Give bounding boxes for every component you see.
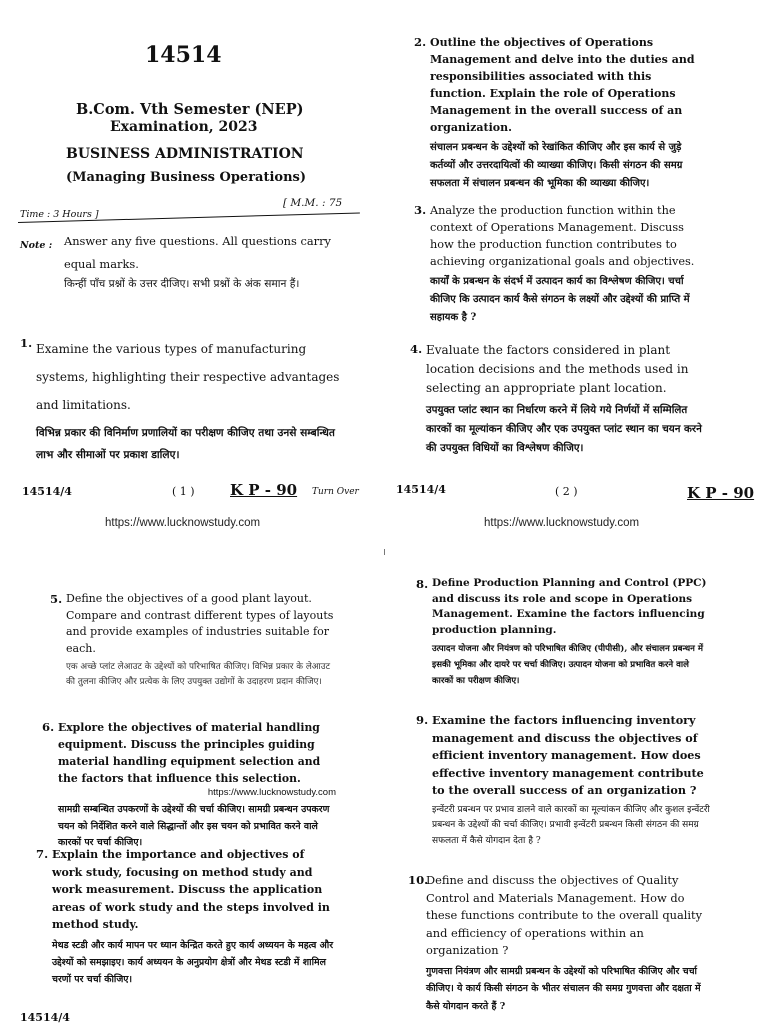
question-number: 10. [408, 873, 429, 887]
question-number: 6. [42, 720, 55, 734]
question-text-hi: सामग्री सम्बन्धित उपकरणों के उद्देश्यों की चर्चा कीजिए। सामग्री प्रबन्धन उपकरण चयन को निर्देशित करने वाले सिद्धान्तों और इस चयन को प्रभावित करने वाले कारकों पर चर्चा कीजिए। [58, 804, 330, 848]
time-label: Time : 3 Hours ] [20, 209, 99, 220]
question-text-en: Analyze the production function within the context of Operations Management. Discuss how the production function contributes to achieving organizational goals and objectives. [430, 204, 695, 268]
question-text-en: Outline the objectives of Operations Management and delve into the duties and responsibilities associated with this function. Explain the role of Operations Management in the overall success of an organization. [430, 36, 695, 134]
footer-series-code: K P - 90 [687, 484, 755, 502]
question-number: 2. [414, 35, 427, 49]
question-5 [50, 591, 336, 690]
question-text-hi: कार्यों के प्रबन्धन के संदर्भ में उत्पादन कार्य का विश्लेषण कीजिए। चर्चा कीजिए कि उत्पादन कार्य कैसे संगठन के लक्ष्यों और उद्देश्यों की प्राप्ति में सहायक है ? [430, 276, 690, 323]
question-text-hi: मेथड स्टडी और कार्य मापन पर ध्यान केन्द्रित करते हुए कार्य अध्ययन के महत्व और उद्देश्यों को समझाइए। कार्य अध्ययन के अनुप्रयोग क्षेत्रों और मेथड स्टडी में शामिल चरणों पर चर्चा कीजिए। [52, 939, 334, 985]
question-text-en: Define and discuss the objectives of Quality Control and Materials Management. How do these functions contribute to the overall quality and efficiency of operations within an organization ? [426, 873, 703, 957]
question-text-en: Examine the various types of manufacturing systems, highlighting their respective advantages and limitations. [36, 342, 340, 412]
exam-year: Examination, 2023 [110, 119, 258, 135]
question-2 [414, 34, 706, 193]
question-4 [410, 341, 714, 458]
footer-page-number: ( 1 ) [172, 485, 195, 498]
question-text-hi: एक अच्छे प्लांट लेआउट के उद्देश्यों को परिभाषित कीजिए। विभिन्न प्रकार के लेआउट की तुलना कीजिए और प्रत्येक के लिए उपयुक्त उद्योगों के उदाहरण प्रदान कीजिए। [66, 662, 331, 687]
question-text-en: Define Production Planning and Control (PPC) and discuss its role and scope in Operations Management. Examine the factors influencing production planning. [432, 577, 707, 636]
question-9 [416, 712, 710, 849]
question-text-en: Define the objectives of a good plant layout. Compare and contrast different types of layouts and provide examples of industries suitable for each. [66, 592, 334, 655]
question-10 [408, 872, 712, 1015]
footer-paper-code: 14514/4 [396, 483, 446, 496]
question-number: 4. [410, 342, 423, 356]
question-text-hi: उपयुक्त प्लांट स्थान का निर्धारण करने में लिये गये निर्णयों में सम्मिलित कारकों का मूल्यांकन कीजिए और एक उपयुक्त प्लांट स्थान का चयन करने की उपयुक्त विधियों का विश्लेषण कीजिए। [426, 404, 702, 454]
question-6 [42, 719, 336, 852]
paper-code: 14514 [145, 42, 222, 68]
question-1 [20, 335, 356, 466]
note-hindi: किन्हीं पाँच प्रश्नों के उत्तर दीजिए। सभी प्रश्नों के अंक समान हैं। [64, 278, 300, 290]
center-divider-mark [384, 549, 385, 555]
question-text-en: Examine the factors influencing inventory management and discuss the objectives of efficient inventory management. How does effective inventory management contribute to the overall success of an organization ? [432, 713, 704, 797]
question-number: 9. [416, 713, 429, 727]
question-number: 1. [20, 336, 33, 350]
question-number: 7. [36, 847, 49, 861]
footer-paper-code: 14514/4 [22, 485, 72, 498]
question-8 [416, 576, 708, 689]
question-3 [414, 202, 706, 327]
subject-title: BUSINESS ADMINISTRATION [66, 146, 304, 162]
question-text-hi: उत्पादन योजना और नियंत्रण को परिभाषित कीजिए (पीपीसी), और संचालन प्रबन्धन में इसकी भूमिका और दायरे पर चर्चा कीजिए। उत्पादन योजना को प्रभावित करने वाले कारकों का परीक्षण कीजिए। [432, 644, 704, 686]
question-text-en: Explore the objectives of material handling equipment. Discuss the principles guiding material handling equipment selection and the factors that influence this selection. [58, 721, 321, 785]
question-number: 3. [414, 203, 427, 217]
question-number: 8. [416, 577, 429, 591]
footer-page-number: ( 2 ) [555, 485, 578, 498]
course-title: B.Com. Vth Semester (NEP) [76, 101, 304, 118]
question-number: 5. [50, 592, 63, 606]
source-url[interactable]: https://www.lucknowstudy.com [484, 517, 640, 529]
question-text-hi: संचालन प्रबन्धन के उद्देश्यों को रेखांकित कीजिए और इस कार्य से जुड़े कर्तव्यों और उत्तरदायित्वों की व्याख्या कीजिए। किसी संगठन की समग्र सफलता में संचालन प्रबन्धन की भूमिका की व्याख्या कीजिए। [430, 142, 683, 189]
max-marks: [ M.M. : 75 [283, 197, 343, 209]
question-text-hi: गुणवत्ता नियंत्रण और सामग्री प्रबन्धन के उद्देश्यों को परिभाषित कीजिए और चर्चा कीजिए। ये कार्य किसी संगठन के भीतर संचालन की समग्र गुणवत्ता और दक्षता में कैसे योगदान करते हैं ? [426, 965, 701, 1012]
footer-series-code: K P - 90 [230, 481, 298, 499]
question-text-hi: इन्वेंटरी प्रबन्धन पर प्रभाव डालने वाले कारकों का मूल्यांकन कीजिए और कुशल इन्वेंटरी प्रबन्धन के उद्देश्यों की चर्चा कीजिए। प्रभावी इन्वेंटरी प्रबन्धन किसी संगठन की समग्र सफलता में कैसे योगदान देता है ? [432, 804, 710, 846]
note-label: Note : [20, 240, 53, 251]
footer-turn-over: Turn Over [312, 487, 359, 497]
paper-title: (Managing Business Operations) [66, 170, 307, 185]
question-text-en: Evaluate the factors considered in plant location decisions and the methods used in selecting an appropriate plant location. [426, 343, 689, 395]
inline-url[interactable]: https://www.lucknowstudy.com [207, 787, 336, 798]
question-7 [36, 846, 334, 988]
note-english: Answer any five questions. All questions carry equal marks. [64, 234, 331, 271]
source-url[interactable]: https://www.lucknowstudy.com [105, 517, 261, 529]
question-text-en: Explain the importance and objectives of work study, focusing on method study and work measurement. Discuss the application areas of work study and the steps involved in method study. [52, 848, 330, 931]
question-text-hi: विभिन्न प्रकार की विनिर्माण प्रणालियों का परीक्षण कीजिए तथा उनसे सम्बन्धित लाभ और सीमाओं पर प्रकाश डालिए। [36, 427, 335, 461]
footer-paper-code: 14514/4 [20, 1011, 70, 1024]
